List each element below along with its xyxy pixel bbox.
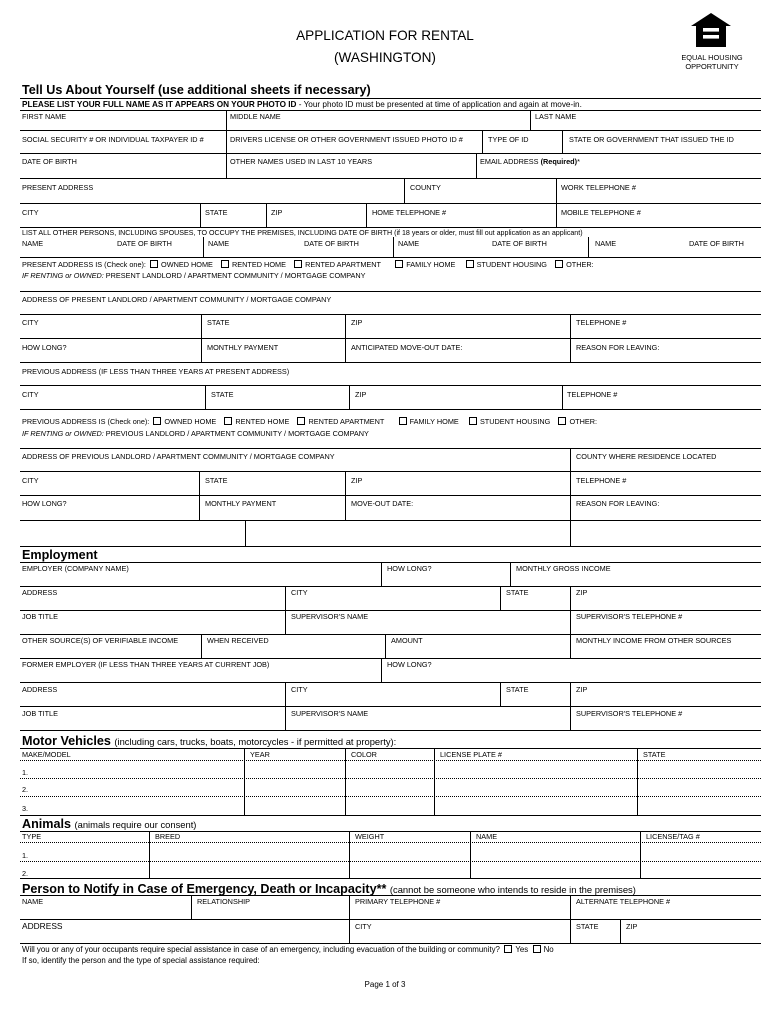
vehicle-year-label: YEAR [250,750,270,759]
prev-how-long-label: HOW LONG? [22,499,67,508]
landlord-state-label: STATE [207,318,230,327]
type-of-id-label: TYPE OF ID [488,135,529,144]
mobile-telephone-label: MOBILE TELEPHONE # [561,208,641,217]
landlord-zip-label: ZIP [351,318,363,327]
equal-housing-house-icon [690,12,732,48]
previous-telephone-label: TELEPHONE # [567,390,618,399]
prev-student-housing-checkbox[interactable] [469,417,477,425]
first-name-label: FIRST NAME [22,112,67,121]
section-employment-heading: Employment [22,548,98,562]
prev-monthly-payment-label: MONTHLY PAYMENT [205,499,277,508]
former-how-long-label: HOW LONG? [387,660,432,669]
list-other-persons-label: LIST ALL OTHER PERSONS, INCLUDING SPOUSES, TO OCCUPY THE PREMISES, INCLUDING DATE OF BIRTH (if 18 years or older, must fill out application as an applicant) [22,229,583,237]
county-where-located-label: COUNTY WHERE RESIDENCE LOCATED [576,452,717,461]
section-animals-heading: Animals (animals require our consent) [22,817,197,831]
animal-type-label: TYPE [22,832,42,841]
former-supervisor-telephone-label: SUPERVISOR'S TELEPHONE # [576,709,683,718]
emergency-state-label: STATE [576,922,599,931]
emergency-name-label: NAME [22,897,44,906]
equal-housing-label: EQUAL HOUSING OPPORTUNITY [681,53,743,71]
monthly-gross-income-label: MONTHLY GROSS INCOME [516,564,611,573]
employer-zip-label: ZIP [576,588,588,597]
assistance-yes-checkbox[interactable] [504,945,512,953]
alternate-telephone-label: ALTERNATE TELEPHONE # [576,897,671,906]
previous-address-label: PREVIOUS ADDRESS (IF LESS THAN THREE YEARS AT PRESENT ADDRESS) [22,367,290,376]
email-label: EMAIL ADDRESS (Required)* [480,157,580,166]
special-assistance-question: Will you or any of your occupants require special assistance in case of an emergency, including evacuation of the building or community? Yes No [22,945,554,954]
move-out-date-label: MOVE-OUT DATE: [351,499,414,508]
prev-landlord-state-label: STATE [205,476,228,485]
section-emergency-heading: Person to Notify in Case of Emergency, Death or Incapacity** (cannot be someone who intends to reside in the premises) [22,882,636,896]
primary-telephone-label: PRIMARY TELEPHONE # [355,897,441,906]
prev-owned-home-checkbox[interactable] [153,417,161,425]
former-state-label: STATE [506,685,529,694]
other-names-label: OTHER NAMES USED IN LAST 10 YEARS [230,157,373,166]
section-rule [20,98,761,99]
prev-other-checkbox[interactable] [558,417,566,425]
employer-state-label: STATE [506,588,529,597]
family-home-checkbox[interactable] [395,260,403,268]
vehicle-row-1: 1. [22,768,29,777]
previous-landlord-address-label: ADDRESS OF PREVIOUS LANDLORD / APARTMENT COMMUNITY / MORTGAGE COMPANY [22,452,335,461]
when-received-label: WHEN RECEIVED [207,636,269,645]
employment-how-long-label: HOW LONG? [387,564,432,573]
anticipated-move-out-label: ANTICIPATED MOVE-OUT DATE: [351,343,463,352]
assistance-no-checkbox[interactable] [533,945,541,953]
page-number: Page 1 of 3 [364,980,406,989]
license-tag-label: LICENSE/TAG # [646,832,700,841]
vehicle-row-2: 2. [22,785,29,794]
section-about-heading: Tell Us About Yourself (use additional sheets if necessary) [22,83,371,97]
former-supervisor-name-label: SUPERVISOR'S NAME [291,709,369,718]
form-subtitle: (WASHINGTON) [334,50,436,65]
prev-reason-for-leaving-label: REASON FOR LEAVING: [576,499,660,508]
state-issued-label: STATE OR GOVERNMENT THAT ISSUED THE ID [569,135,734,144]
occupant-dob-label: DATE OF BIRTH [492,239,547,248]
form-title: APPLICATION FOR RENTAL [296,28,474,43]
occupant-name-label: NAME [22,239,44,248]
ssn-label: SOCIAL SECURITY # OR INDIVIDUAL TAXPAYER ID # [22,135,204,144]
reason-for-leaving-label: REASON FOR LEAVING: [576,343,660,352]
prev-landlord-city-label: CITY [22,476,39,485]
monthly-other-income-label: MONTHLY INCOME FROM OTHER SOURCES [576,636,732,645]
present-address-label: PRESENT ADDRESS [22,183,94,192]
special-assistance-identify: If so, identify the person and the type of special assistance required: [22,956,260,965]
monthly-payment-label: MONTHLY PAYMENT [207,343,279,352]
emergency-zip-label: ZIP [626,922,638,931]
emergency-city-label: CITY [355,922,372,931]
county-label: COUNTY [410,183,441,192]
other-income-sources-label: OTHER SOURCE(S) OF VERIFIABLE INCOME [22,636,179,645]
previous-address-type-row: PREVIOUS ADDRESS IS (Check one): OWNED HOME RENTED HOME RENTED APARTMENT FAMILY HOME STUDENT HOUSING OTHER: [22,417,598,426]
how-long-label: HOW LONG? [22,343,67,352]
former-job-title-label: JOB TITLE [22,709,58,718]
landlord-telephone-label: TELEPHONE # [576,318,627,327]
animal-row-2: 2. [22,869,29,878]
owned-home-checkbox[interactable] [150,260,158,268]
occupant-name-label: NAME [595,239,617,248]
employer-address-label: ADDRESS [22,588,58,597]
prev-landlord-zip-label: ZIP [351,476,363,485]
other-checkbox[interactable] [555,260,563,268]
emergency-address-label: ADDRESS [22,921,63,931]
student-housing-checkbox[interactable] [466,260,474,268]
present-landlord-label: IF RENTING or OWNED: PRESENT LANDLORD / APARTMENT COMMUNITY / MORTGAGE COMPANY [22,271,366,280]
present-address-type-row: PRESENT ADDRESS IS (Check one): OWNED HOME RENTED HOME RENTED APARTMENT FAMILY HOME STUDENT HOUSING OTHER: [22,260,594,269]
city-label: CITY [22,208,39,217]
vehicle-color-label: COLOR [351,750,377,759]
animal-weight-label: WEIGHT [355,832,385,841]
amount-label: AMOUNT [391,636,423,645]
relationship-label: RELATIONSHIP [197,897,250,906]
former-address-label: ADDRESS [22,685,58,694]
prev-rented-home-checkbox[interactable] [224,417,232,425]
rented-apartment-checkbox[interactable] [294,260,302,268]
last-name-label: LAST NAME [535,112,577,121]
occupant-dob-label: DATE OF BIRTH [304,239,359,248]
previous-landlord-label: IF RENTING or OWNED: PREVIOUS LANDLORD / APARTMENT COMMUNITY / MORTGAGE COMPANY [22,429,369,438]
animal-breed-label: BREED [155,832,181,841]
present-landlord-address-label: ADDRESS OF PRESENT LANDLORD / APARTMENT COMMUNITY / MORTGAGE COMPANY [22,295,332,304]
vehicle-row-3: 3. [22,804,29,813]
section-vehicles-heading: Motor Vehicles (including cars, trucks, boats, motorcycles - if permitted at property): [22,734,397,748]
prev-rented-apartment-checkbox[interactable] [297,417,305,425]
vehicle-state-label: STATE [643,750,666,759]
supervisor-name-label: SUPERVISOR'S NAME [291,612,369,621]
previous-city-label: CITY [22,390,39,399]
former-city-label: CITY [291,685,308,694]
zip-label: ZIP [271,208,283,217]
occupant-name-label: NAME [208,239,230,248]
prev-landlord-telephone-label: TELEPHONE # [576,476,627,485]
drivers-license-label: DRIVERS LICENSE OR OTHER GOVERNMENT ISSUED PHOTO ID # [230,135,463,144]
occupant-dob-label: DATE OF BIRTH [689,239,744,248]
photo-id-note: PLEASE LIST YOUR FULL NAME AS IT APPEARS ON YOUR PHOTO ID - Your photo ID must be presented at time of application and again at move-in. [22,100,582,109]
employer-city-label: CITY [291,588,308,597]
state-label: STATE [205,208,228,217]
make-model-label: MAKE/MODEL [22,750,71,759]
employer-label: EMPLOYER (COMPANY NAME) [22,564,129,573]
previous-zip-label: ZIP [355,390,367,399]
middle-name-label: MIDDLE NAME [230,112,281,121]
occupant-name-label: NAME [398,239,420,248]
rented-home-checkbox[interactable] [221,260,229,268]
former-zip-label: ZIP [576,685,588,694]
job-title-label: JOB TITLE [22,612,58,621]
former-employer-label: FORMER EMPLOYER (IF LESS THAN THREE YEARS AT CURRENT JOB) [22,660,270,669]
license-plate-label: LICENSE PLATE # [440,750,502,759]
dob-label: DATE OF BIRTH [22,157,77,166]
animal-row-1: 1. [22,851,29,860]
prev-family-home-checkbox[interactable] [399,417,407,425]
landlord-city-label: CITY [22,318,39,327]
animal-name-label: NAME [476,832,498,841]
home-telephone-label: HOME TELEPHONE # [372,208,447,217]
work-telephone-label: WORK TELEPHONE # [561,183,636,192]
occupant-dob-label: DATE OF BIRTH [117,239,172,248]
supervisor-telephone-label: SUPERVISOR'S TELEPHONE # [576,612,683,621]
previous-state-label: STATE [211,390,234,399]
